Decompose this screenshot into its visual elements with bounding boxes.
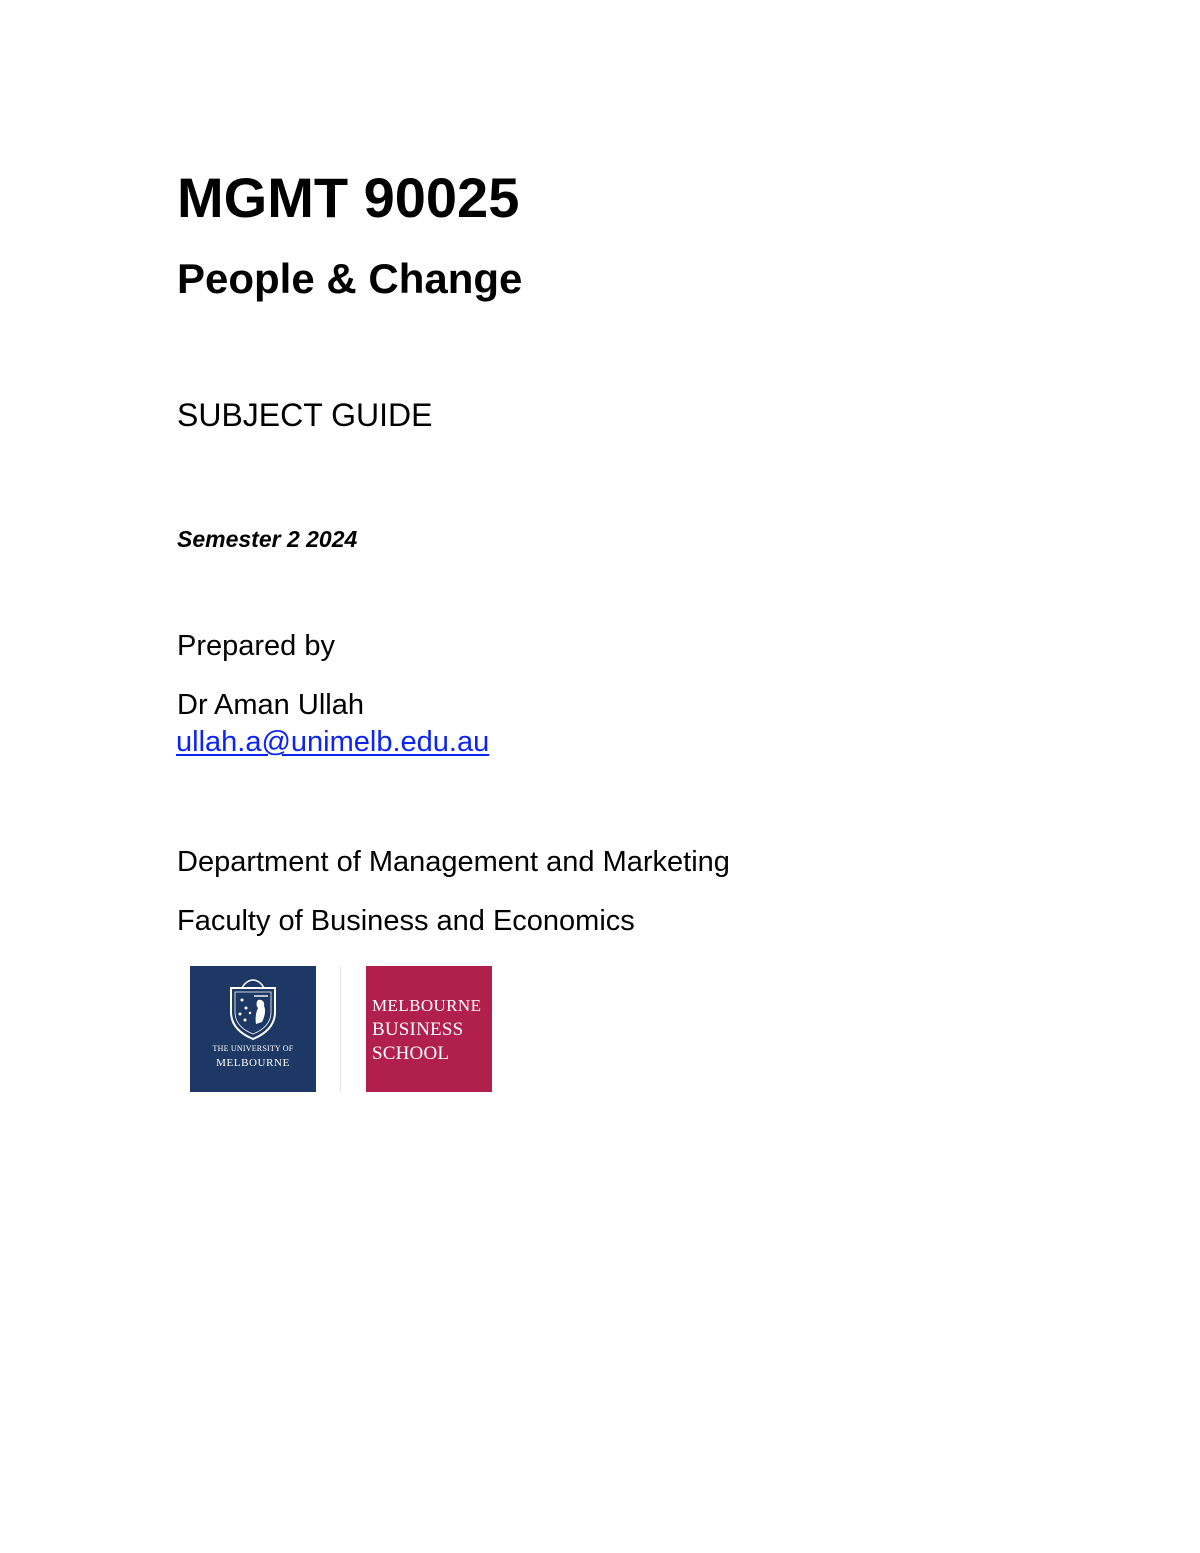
crest-icon (190, 966, 316, 1092)
prepared-by-label: Prepared by (177, 630, 335, 662)
university-logo-line2: MELBOURNE (216, 1057, 290, 1069)
business-school-line3: SCHOOL (372, 1043, 450, 1064)
document-type: SUBJECT GUIDE (177, 397, 433, 433)
university-logo-line1: THE UNIVERSITY OF (212, 1044, 294, 1053)
author-name: Dr Aman Ullah (177, 689, 364, 721)
logo-divider (340, 966, 341, 1092)
melbourne-business-school-logo (366, 966, 492, 1092)
university-of-melbourne-logo (190, 966, 316, 1092)
course-title: People & Change (177, 255, 523, 302)
business-school-line1: MELBOURNE (372, 996, 482, 1015)
business-school-line2: BUSINESS (372, 1019, 464, 1040)
department: Department of Management and Marketing (177, 846, 730, 878)
semester: Semester 2 2024 (177, 526, 358, 552)
course-code: MGMT 90025 (177, 166, 520, 229)
author-email-link[interactable]: ullah.a@unimelb.edu.au (176, 726, 490, 758)
faculty: Faculty of Business and Economics (177, 905, 635, 937)
